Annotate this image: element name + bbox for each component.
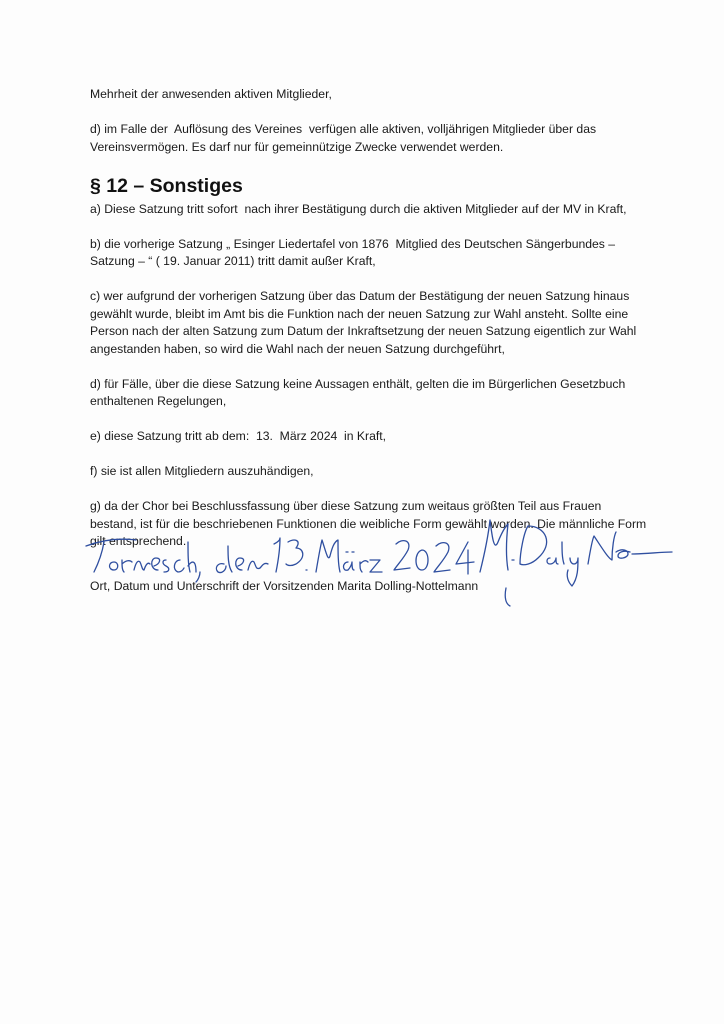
paragraph-f: f) sie ist allen Mitgliedern auszuhändigen, [90,464,314,478]
paragraph-mehrheit: Mehrheit der anwesenden aktiven Mitglieder, [90,87,332,101]
signature-caption: Ort, Datum und Unterschrift der Vorsitzenden Marita Dolling-Nottelmann [90,579,479,593]
paragraph-aufloesung: d) im Falle der Auflösung des Vereines verfügen alle aktiven, volljährigen Mitglieder über das Vereinsvermögen. Es darf nur für gemeinnützige Zwecke verwendet werden. [90,122,600,154]
paragraph-d: d) für Fälle, über die diese Satzung keine Aussagen enthält, gelten die im Bürgerlichen Gesetzbuch enthaltenen Regelungen, [90,376,629,408]
paragraph-a: a) Diese Satzung tritt sofort nach ihrer Bestätigung durch die aktiven Mitglieder auf der MV in Kraft, [90,201,627,216]
paragraph-g: g) da der Chor bei Beschlussfassung über diese Satzung zum weitaus größten Teil aus Frauen bestand, ist für die beschriebenen Funktionen die weibliche Form gewählt worden. Die männliche Form gilt entsprechend. [90,499,650,548]
section-heading: § 12 – Sonstiges [90,174,243,197]
paragraph-e: e) diese Satzung tritt ab dem: 13. März 2024 in Kraft, [90,429,387,443]
paragraph-c: c) wer aufgrund der vorherigen Satzung über das Datum der Bestätigung der neuen Satzung hinaus gewählt wurde, bleibt im Amt bis die Funktion nach der neuen Satzung zur Wahl ansteht. Sollte eine Person nach der alten Satzung zum Datum der Inkraftsetzung der neuen Satzung eigentlich zur Wahl angestanden haben, so wird die Wahl nach der neuen Satzung durchgeführt, [90,289,640,356]
handwritten-signature [76,512,676,612]
paragraph-b: b) die vorherige Satzung „ Esinger Liedertafel von 1876 Mitglied des Deutschen Sängerbundes – Satzung – “ ( 19. Januar 2011) tritt damit außer Kraft, [90,236,619,268]
signature-block [76,512,676,612]
document-body [90,86,650,568]
